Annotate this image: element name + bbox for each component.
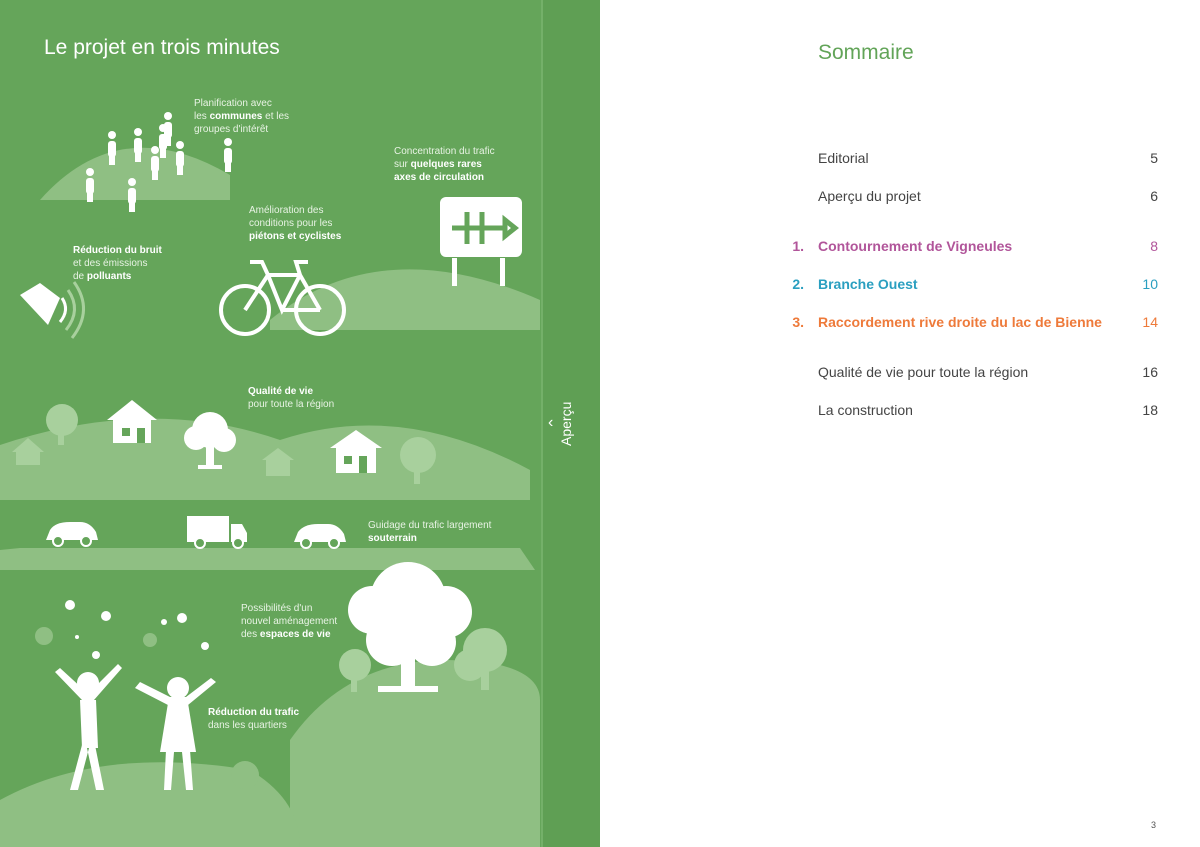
toc-title: Sommaire <box>818 41 914 64</box>
toc-entry-number: 3. <box>792 314 804 330</box>
caption-planification: Planification avec les communes et les groupes d'intérêt <box>194 98 290 135</box>
road-sign-icon <box>440 197 522 286</box>
road <box>0 548 535 570</box>
caption-guidage: Guidage du trafic largement souterrain <box>368 520 492 544</box>
caption-possibilites: Possibilités d'un nouvel aménagement des espaces de vie <box>241 603 338 640</box>
right-page <box>600 0 1200 847</box>
caption-reduction-bruit: Réduction du bruit et des émissions de polluants <box>73 245 162 282</box>
toc-entry <box>780 188 1160 208</box>
toc-entry-label: Contournement de Vigneules <box>818 238 1013 254</box>
hill-right <box>270 269 540 330</box>
caption-amelioration: Amélioration des conditions pour les piétons et cyclistes <box>249 205 342 242</box>
toc-entry-page: 8 <box>1150 238 1158 254</box>
toc-entry-label: Aperçu du projet <box>818 188 921 204</box>
toc-entry-number: 1. <box>792 238 804 254</box>
toc-entry-page: 18 <box>1142 402 1158 418</box>
toc-entry-label: Branche Ouest <box>818 276 918 292</box>
toc-entry-page: 5 <box>1150 150 1158 166</box>
page-number: 3 <box>1151 820 1157 830</box>
toc-entry <box>780 314 1160 334</box>
section-tab-label: Aperçu <box>558 401 574 446</box>
caption-qualite: Qualité de vie pour toute la région <box>248 386 335 410</box>
toc-entry-page: 10 <box>1142 276 1158 292</box>
chevron-left-icon: ‹ <box>548 414 554 431</box>
toc-entry-number: 2. <box>792 276 804 292</box>
toc-entry-label: Editorial <box>818 150 869 166</box>
toc-entry <box>780 402 1160 422</box>
toc-entry-page: 14 <box>1142 314 1158 330</box>
speaker-icon <box>20 282 84 338</box>
toc-entry <box>780 276 1160 296</box>
toc-entry-label: La construction <box>818 402 913 418</box>
ball-large <box>35 627 53 645</box>
ball-medium <box>143 633 157 647</box>
toc-entry-page: 6 <box>1150 188 1158 204</box>
toc-entry <box>780 150 1160 170</box>
toc-entry <box>780 364 1160 384</box>
toc-entry-label: Qualité de vie pour toute la région <box>818 364 1029 380</box>
caption-concentration: Concentration du trafic sur quelques rares axes de circulation <box>394 146 495 183</box>
ball-icons <box>65 600 209 659</box>
toc-entry-page: 16 <box>1142 364 1158 380</box>
toc-entry-label: Raccordement rive droite du lac de Bienne <box>818 314 1102 330</box>
left-page-title: Le projet en trois minutes <box>44 36 280 59</box>
caption-reduction-trafic: Réduction du trafic dans les quartiers <box>208 707 300 731</box>
hill-bump <box>231 761 259 789</box>
toc-entry <box>780 238 1160 258</box>
